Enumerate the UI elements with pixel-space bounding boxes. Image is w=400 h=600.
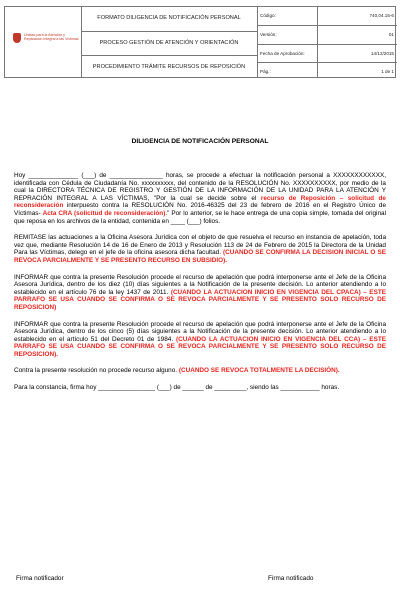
process-name: PROCESO GESTIÓN DE ATENCIÓN Y ORIENTACIÓN [81, 32, 257, 57]
meta-approval-date: Fecha de Aprobación: 14/12/2015 [257, 45, 397, 64]
meta-version: Versión: 01 [257, 26, 397, 45]
document-body [14, 172, 386, 401]
paragraph-informar-cca: INFORMAR que contra la presente Resolución procede el recurso de apelación que podrá interponerse ante el Jefe de la Oficina Asesora Jurídica, dentro de los cinco (5) días siguientes a la Notificación de la presente decisión. Lo anterior atendiendo a lo establecido en el artículo 51 del Decreto 01 de 1984. (CUANDO LA ACTUACION INICIO EN VIGENCIA DEL CCA) – ESTE PARRAFO SE USA CUANDO SE CONFIRMA O SE REVOCA PARCIALMENTE Y SE PRESENTO SOLO RECURSO DE REPOSICION). [14, 320, 386, 358]
header-meta [257, 7, 397, 78]
paragraph-no-recurso: Contra la presente resolución no procede recurso alguno. (CUANDO SE REVOCA TOTALMENTE LA DECISIÓN). [14, 367, 340, 375]
procedure-name: PROCEDIMIENTO TRÁMITE RECURSOS DE REPOSICIÓN [92, 64, 246, 71]
document-title: DILIGENCIA DE NOTIFICACIÓN PERSONAL [131, 138, 269, 145]
unit-logo-icon [13, 33, 21, 43]
header-titles [81, 7, 258, 78]
paragraph-notification: Hoy ______________ (___) de _______________ horas, se procede a efectuar la notificación personal a XXXXXXXXXXXX, identificada con Cédula de Ciudadanía No. xxxxxxxxxx, del contenido de la RESOLUCIÓN No. XXXXXXXXXX, por medio de la cual la DIRECTORA TÉCNICA DE REGISTRO Y GESTIÓN DE LA INFORMACIÓN DE LA UNIDAD PARA LA ATENCIÓN Y REPRACIÓN INTEGRAL A LAS VÍCTIMAS, "Por la cual se decide sobre el recurso de Reposición – solicitud de reconsideración interpuesto contra la RESOLUCIÓN No. 2016-46325 del 23 de febrero de 2016 en el Registro Único de Víctimas- Acta CRA (solicitud de reconsideración)." Por lo anterior, se le hace entrega de una copia simple, tomada del original que reposa en los archivos de la entidad, contenida en ____ (___) folios. [14, 172, 387, 225]
logo-text: Unidad para la Atención y Reparación Integral a las Víctimas [24, 33, 79, 42]
signature-notifier: Firma notificador [16, 575, 64, 582]
signature-notified: Firma notificado [268, 575, 314, 582]
format-name: FORMATO DILIGENCIA DE NOTIFICACIÓN PERSONAL [81, 7, 257, 32]
logo-cell [5, 7, 82, 78]
paragraph-constancia: Para la constancia, firma hoy ________________ (___) de ______ de _________, siendo las ___________ horas. [14, 384, 340, 392]
paragraph-informar-cpaca: INFORMAR que contra la presente Resolución procede el recurso de apelación que podrá interponerse ante el Jefe de la Oficina Asesora Jurídica, dentro de los diez (10) días siguientes a la Notificación de la presente decisión. Lo anterior atendiendo a lo establecido en el artículo 76 de la ley 1437 de 2011. (CUANDO LA ACTUACION INICIO EN VIGENCIA DEL CPACA) – ESTE PARRAFO SE USA CUANDO SE CONFIRMA O SE REVOCA PARCIALMENTE Y SE PRESENTO SOLO RECURSO DE REPOSICION) [14, 273, 386, 311]
meta-code: Código: 740,04.15-6 [257, 7, 397, 26]
document-header-table [4, 6, 396, 78]
paragraph-remitase: REMITASE las actuaciones a la Oficina Asesora Jurídica con el objeto de que resuelva el recurso en instancia de apelación, toda vez que, mediante Resolución 14 de 16 de Enero de 2013 y Resolución 113 de 24 de Febrero de 2015 la Directora de la Unidad Para las Víctimas, delego en el jefe de la oficina asesora dicha facultad. (CUANDO SE CONFIRMA LA DECISION INICIAL O SE REVOCA PARCIALMENTE Y SE PRESENTO RECURSO EN SUBSIDIO). [14, 234, 386, 264]
meta-page: Pág.: 1 de 1 [260, 69, 394, 75]
